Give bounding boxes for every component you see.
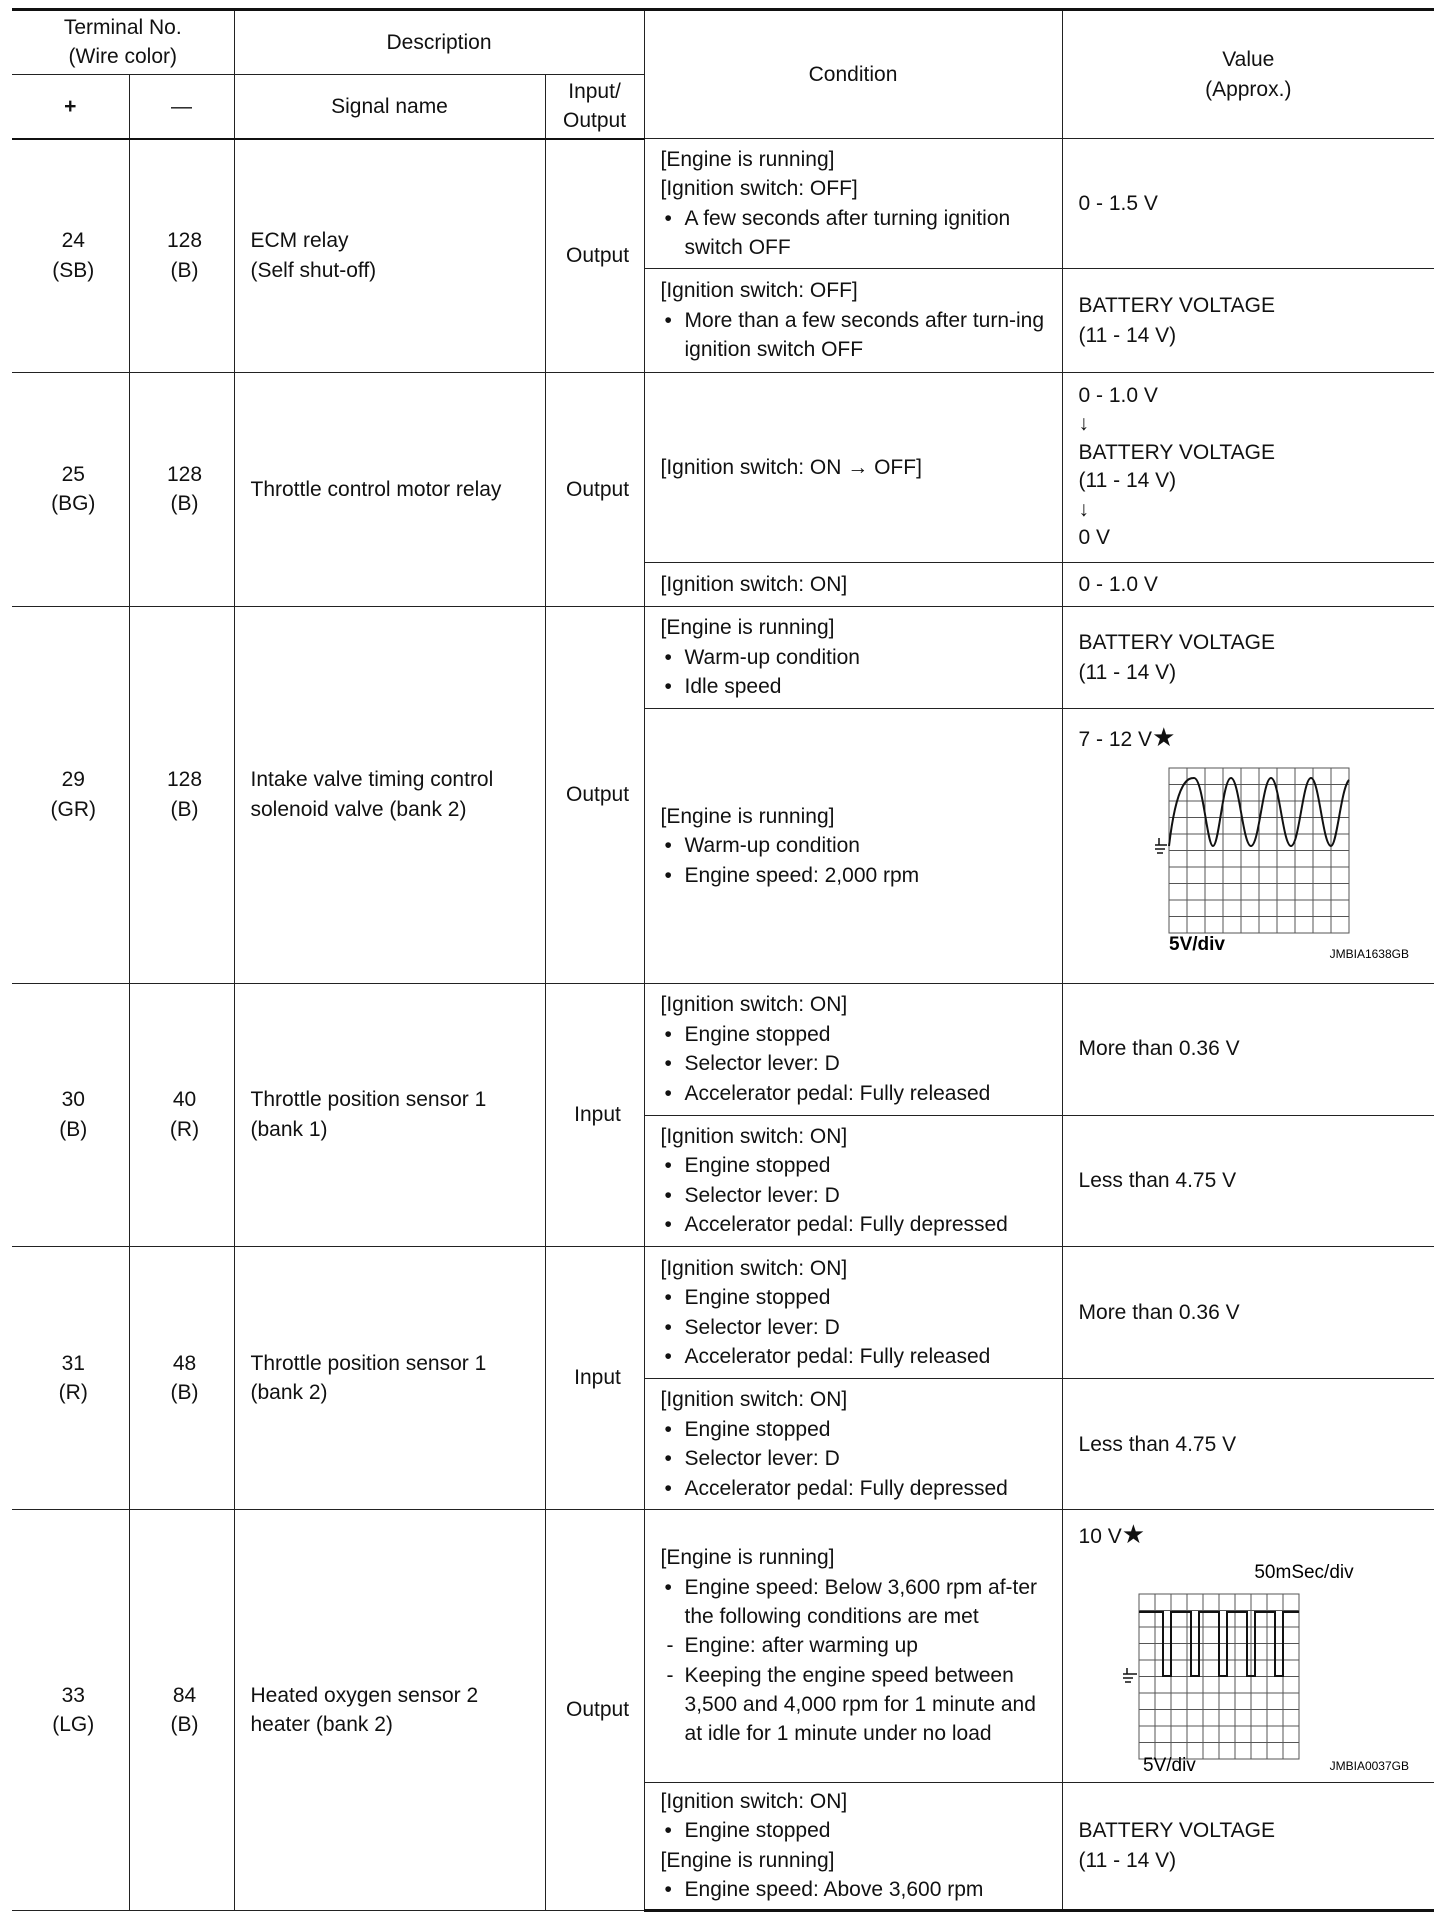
- condition: [Ignition switch: ON] • Engine stopped [Engine is running] • Engine speed: Above 3,600 rpm: [644, 1782, 1062, 1910]
- value: Less than 4.75 V: [1062, 1115, 1434, 1246]
- star-icon: ★: [1152, 721, 1176, 752]
- signal-name: Throttle position sensor 1 (bank 2): [234, 1246, 545, 1509]
- terminal-minus: 84 (B): [129, 1510, 234, 1911]
- terminal-minus: 128 (B): [129, 372, 234, 606]
- signal-name: Throttle position sensor 1 (bank 1): [234, 983, 545, 1246]
- minus-header: —: [129, 74, 234, 138]
- value: 10 V★ 50mSec/div 5V/div JMBIA0037GB: [1062, 1510, 1434, 1782]
- scope-scale-label: 5V/div: [1142, 1754, 1196, 1771]
- oscilloscope-waveform: [1079, 758, 1419, 968]
- condition: [Ignition switch: ON] • Engine stopped • Selector lever: D • Accelerator pedal: Fully depressed: [644, 1115, 1062, 1246]
- terminal-minus: 48 (B): [129, 1246, 234, 1509]
- terminal-plus: 30 (B): [12, 983, 129, 1246]
- description-header: Description: [234, 10, 644, 75]
- terminal-minus: 128 (B): [129, 139, 234, 372]
- condition: [Engine is running] • Warm-up condition • Idle speed: [644, 606, 1062, 708]
- condition: [Engine is running] • Warm-up condition • Engine speed: 2,000 rpm: [644, 709, 1062, 983]
- condition: [Ignition switch: ON] • Engine stopped • Selector lever: D • Accelerator pedal: Fully released: [644, 1246, 1062, 1378]
- signal-name: ECM relay (Self shut-off): [234, 139, 545, 372]
- signal-name-header: Signal name: [234, 74, 545, 138]
- condition: [Ignition switch: ON → OFF]: [644, 372, 1062, 562]
- value: 0 - 1.5 V: [1062, 139, 1434, 269]
- signal-name: Heated oxygen sensor 2 heater (bank 2): [234, 1510, 545, 1911]
- terminal-plus: 29 (GR): [12, 606, 129, 983]
- value: More than 0.36 V: [1062, 983, 1434, 1115]
- io-header: Input/ Output: [545, 74, 644, 138]
- terminal-minus: 40 (R): [129, 983, 234, 1246]
- down-arrow-icon: ↓: [1078, 497, 1090, 521]
- condition: [Ignition switch: ON] • Engine stopped • Selector lever: D • Accelerator pedal: Fully released: [644, 983, 1062, 1115]
- down-arrow-icon: ↓: [1078, 412, 1090, 436]
- figure-code: JMBIA1638GB: [1329, 947, 1409, 961]
- io-type: Output: [545, 372, 644, 606]
- scope-time-label: 50mSec/div: [1253, 1561, 1354, 1583]
- io-type: Input: [545, 983, 644, 1246]
- scope-scale-label: 5V/div: [1168, 934, 1225, 955]
- oscilloscope-waveform: [1079, 1556, 1419, 1771]
- value: BATTERY VOLTAGE (11 - 14 V): [1062, 1782, 1434, 1910]
- condition-header: Condition: [644, 10, 1062, 139]
- condition: [Engine is running] • Engine speed: Below 3,600 rpm af-ter the following conditions are met - Engine: after warming up - Keeping the engine speed between 3,500 and 4,000 rpm for 1 minute and at idle for 1 minute under no load: [644, 1510, 1062, 1782]
- io-type: Output: [545, 606, 644, 983]
- terminal-plus: 24 (SB): [12, 139, 129, 372]
- signal-name: Throttle control motor relay: [234, 372, 545, 606]
- condition: [Engine is running] [Ignition switch: OFF] • A few seconds after turning ignition switch OFF: [644, 139, 1062, 269]
- star-icon: ★: [1121, 1519, 1146, 1550]
- value-header: Value (Approx.): [1062, 10, 1434, 139]
- condition: [Ignition switch: ON]: [644, 562, 1062, 606]
- terminal-spec-table: [12, 8, 1434, 1912]
- value: Less than 4.75 V: [1062, 1379, 1434, 1510]
- value: More than 0.36 V: [1062, 1246, 1434, 1378]
- terminal-plus: 31 (R): [12, 1246, 129, 1509]
- io-type: Output: [545, 1510, 644, 1911]
- terminal-plus: 33 (LG): [12, 1510, 129, 1911]
- terminal-header: Terminal No. (Wire color): [12, 10, 234, 75]
- signal-name: Intake valve timing control solenoid valve (bank 2): [234, 606, 545, 983]
- value: BATTERY VOLTAGE (11 - 14 V): [1062, 606, 1434, 708]
- value: 0 - 1.0 V: [1062, 562, 1434, 606]
- io-type: Input: [545, 1246, 644, 1509]
- io-type: Output: [545, 139, 644, 372]
- terminal-minus: 128 (B): [129, 606, 234, 983]
- condition: [Ignition switch: ON] • Engine stopped • Selector lever: D • Accelerator pedal: Fully depressed: [644, 1379, 1062, 1510]
- condition: [Ignition switch: OFF] • More than a few seconds after turn-ing ignition switch OFF: [644, 269, 1062, 372]
- plus-header: +: [12, 74, 129, 138]
- figure-code: JMBIA0037GB: [1329, 1758, 1409, 1771]
- value: BATTERY VOLTAGE (11 - 14 V): [1062, 269, 1434, 372]
- value: 0 - 1.0 V ↓ BATTERY VOLTAGE (11 - 14 V) ↓ 0 V: [1062, 372, 1434, 562]
- terminal-plus: 25 (BG): [12, 372, 129, 606]
- value: 7 - 12 V★ 5V/div JMBIA1638GB: [1062, 709, 1434, 983]
